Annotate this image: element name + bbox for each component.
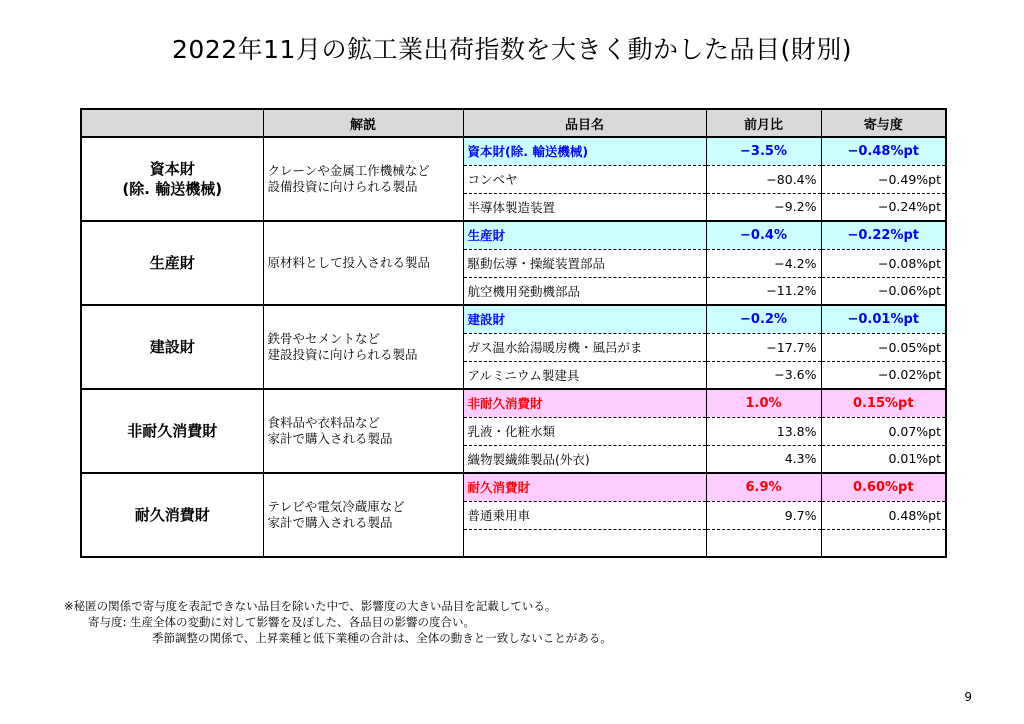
mom-cell: 13.8% xyxy=(706,417,821,445)
item-cell: ガス温水給湯暖房機・風呂がま xyxy=(463,333,706,361)
footnote-1: ※秘匿の関係で寄与度を表記できない品目を除いた中で、影響度の大きい品目を記載している。 xyxy=(64,599,557,613)
item-cell: 耐久消費財 xyxy=(463,473,706,501)
item-cell: 建設財 xyxy=(463,305,706,333)
mom-cell: 4.3% xyxy=(706,445,821,473)
mom-cell: −3.6% xyxy=(706,361,821,389)
table-header-row xyxy=(81,109,946,137)
item-cell: 駆動伝導・操縦装置部品 xyxy=(463,249,706,277)
mom-cell: −80.4% xyxy=(706,165,821,193)
table-row xyxy=(81,221,946,249)
contribution-cell: −0.01%pt xyxy=(821,305,946,333)
mom-cell: −11.2% xyxy=(706,277,821,305)
contribution-cell: 0.15%pt xyxy=(821,389,946,417)
item-cell: 乳液・化粧水類 xyxy=(463,417,706,445)
mom-cell: −9.2% xyxy=(706,193,821,221)
category-cell: 耐久消費財 xyxy=(81,473,263,557)
table-row xyxy=(81,137,946,165)
category-cell: 建設財 xyxy=(81,305,263,389)
contribution-cell: 0.07%pt xyxy=(821,417,946,445)
contribution-cell: −0.22%pt xyxy=(821,221,946,249)
mom-cell: 9.7% xyxy=(706,501,821,529)
table-row xyxy=(81,389,946,417)
page-number: 9 xyxy=(964,690,972,704)
contribution-cell: −0.49%pt xyxy=(821,165,946,193)
item-cell: 織物製繊維製品(外衣) xyxy=(463,445,706,473)
item-cell: 航空機用発動機部品 xyxy=(463,277,706,305)
mom-cell: −0.2% xyxy=(706,305,821,333)
item-cell xyxy=(463,529,706,557)
header-mom: 前月比 xyxy=(706,109,821,137)
item-cell: 半導体製造装置 xyxy=(463,193,706,221)
contribution-cell: −0.05%pt xyxy=(821,333,946,361)
footnotes xyxy=(64,598,612,646)
item-cell: 資本財(除. 輸送機械) xyxy=(463,137,706,165)
contribution-cell: 0.01%pt xyxy=(821,445,946,473)
contribution-cell: −0.48%pt xyxy=(821,137,946,165)
contribution-cell: −0.06%pt xyxy=(821,277,946,305)
contribution-cell: −0.24%pt xyxy=(821,193,946,221)
contribution-cell: −0.02%pt xyxy=(821,361,946,389)
footnote-3: 季節調整の関係で、上昇業種と低下業種の合計は、全体の動きと一致しないことがある。 xyxy=(152,631,612,645)
table-row xyxy=(81,305,946,333)
contribution-cell: 0.48%pt xyxy=(821,501,946,529)
header-description: 解説 xyxy=(263,109,463,137)
page-title: 2022年11月の鉱工業出荷指数を大きく動かした品目(財別) xyxy=(172,35,852,64)
header-item: 品目名 xyxy=(463,109,706,137)
table-row xyxy=(81,473,946,501)
description-cell: クレーンや金属工作機械など 設備投資に向けられる製品 xyxy=(263,137,463,221)
item-cell: アルミニウム製建具 xyxy=(463,361,706,389)
description-cell: 原材料として投入される製品 xyxy=(263,221,463,305)
mom-cell: −3.5% xyxy=(706,137,821,165)
mom-cell: −17.7% xyxy=(706,333,821,361)
contribution-cell xyxy=(821,529,946,557)
mom-cell: −4.2% xyxy=(706,249,821,277)
category-cell: 生産財 xyxy=(81,221,263,305)
footnote-2: 寄与度: 生産全体の変動に対して影響を及ぼした、各品目の影響の度合い。 xyxy=(88,615,476,629)
contribution-cell: 0.60%pt xyxy=(821,473,946,501)
mom-cell: −0.4% xyxy=(706,221,821,249)
header-contribution: 寄与度 xyxy=(821,109,946,137)
mom-cell: 1.0% xyxy=(706,389,821,417)
mom-cell: 6.9% xyxy=(706,473,821,501)
contribution-cell: −0.08%pt xyxy=(821,249,946,277)
item-cell: 普通乗用車 xyxy=(463,501,706,529)
item-cell: 非耐久消費財 xyxy=(463,389,706,417)
goods-table xyxy=(80,108,947,558)
description-cell: 食料品や衣料品など 家計で購入される製品 xyxy=(263,389,463,473)
mom-cell xyxy=(706,529,821,557)
description-cell: テレビや電気冷蔵庫など 家計で購入される製品 xyxy=(263,473,463,557)
item-cell: コンベヤ xyxy=(463,165,706,193)
description-cell: 鉄骨やセメントなど 建設投資に向けられる製品 xyxy=(263,305,463,389)
category-cell: 資本財 (除. 輸送機械) xyxy=(81,137,263,221)
header-category xyxy=(81,109,263,137)
item-cell: 生産財 xyxy=(463,221,706,249)
category-cell: 非耐久消費財 xyxy=(81,389,263,473)
